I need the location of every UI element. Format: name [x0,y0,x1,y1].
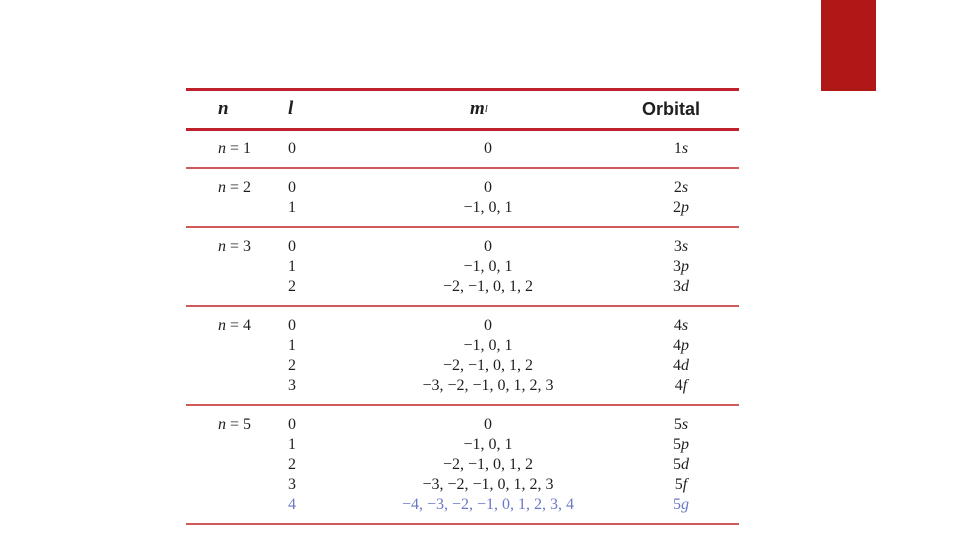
cell-ml: −3, −2, −1, 0, 1, 2, 3 [422,476,554,493]
cell-ml: −2, −1, 0, 1, 2 [442,278,534,295]
orbital-letter: d [681,357,689,374]
n-symbol: n [218,140,226,157]
orbital-letter: p [681,436,689,453]
cell-l: 4 [288,496,296,513]
group-n-label: n = 1 [218,140,252,157]
group-n-label: n = 3 [218,238,252,255]
header-orbital: Orbital [642,98,701,119]
cell-orbital: 4f [674,377,688,394]
cell-ml: 0 [484,140,492,157]
cell-ml: 0 [484,179,492,196]
header-n: n [218,98,229,119]
cell-l: 3 [288,476,296,493]
group-separator-rule [186,523,739,525]
group-n-label: n = 2 [218,179,252,196]
n-symbol: n [218,317,226,334]
cell-ml: −2, −1, 0, 1, 2 [442,357,534,374]
orbital-letter: s [681,238,689,255]
cell-orbital: 5s [673,416,689,433]
cell-ml: −2, −1, 0, 1, 2 [442,456,534,473]
group-n-label: n = 4 [218,317,252,334]
header-ml-subscript: l [484,103,488,115]
cell-l: 2 [288,456,296,473]
cell-ml: −4, −3, −2, −1, 0, 1, 2, 3, 4 [401,496,575,513]
cell-orbital: 4s [673,317,689,334]
cell-l: 1 [288,436,296,453]
cell-ml: −1, 0, 1 [463,436,513,453]
cell-l: 1 [288,337,296,354]
orbital-letter: p [681,337,689,354]
group-separator-rule [186,305,739,307]
header-ml-base: m [470,98,485,119]
group-separator-rule [186,167,739,169]
cell-l: 3 [288,377,296,394]
red-accent-block [821,0,876,91]
cell-l: 0 [288,179,296,196]
cell-orbital: 5f [674,476,688,493]
cell-l: 2 [288,278,296,295]
orbital-letter: d [681,456,689,473]
orbital-letter: p [681,258,689,275]
orbital-letter: s [681,179,689,196]
cell-orbital: 5p [673,436,689,453]
orbital-letter: f [682,476,688,493]
header-bottom-rule [186,128,739,131]
orbital-letter: s [681,317,689,334]
cell-orbital: 5g [673,496,689,513]
cell-ml: 0 [484,238,492,255]
cell-orbital: 2p [673,199,689,216]
group-separator-rule [186,404,739,406]
cell-ml: 0 [484,317,492,334]
cell-l: 0 [288,238,296,255]
cell-orbital: 1s [673,140,689,157]
cell-ml: −1, 0, 1 [463,337,513,354]
cell-orbital: 3p [673,258,689,275]
cell-l: 1 [288,199,296,216]
cell-l: 1 [288,258,296,275]
group-separator-rule [186,226,739,228]
orbital-letter: d [681,278,689,295]
cell-orbital: 3d [673,278,689,295]
cell-l: 0 [288,317,296,334]
orbital-letter: s [681,416,689,433]
group-n-label: n = 5 [218,416,252,433]
cell-orbital: 4d [673,357,689,374]
n-symbol: n [218,179,226,196]
cell-ml: −1, 0, 1 [463,258,513,275]
n-symbol: n [218,416,226,433]
cell-orbital: 4p [673,337,689,354]
cell-l: 0 [288,140,296,157]
header-l: l [288,98,294,119]
orbital-letter: g [681,496,689,513]
cell-ml: −1, 0, 1 [463,199,513,216]
orbital-letter: f [682,377,688,394]
cell-l: 0 [288,416,296,433]
cell-orbital: 3s [673,238,689,255]
cell-l: 2 [288,357,296,374]
cell-orbital: 5d [673,456,689,473]
cell-orbital: 2s [673,179,689,196]
cell-ml: −3, −2, −1, 0, 1, 2, 3 [422,377,554,394]
orbital-letter: s [681,140,689,157]
n-symbol: n [218,238,226,255]
header-ml [470,88,488,130]
orbital-letter: p [681,199,689,216]
cell-ml: 0 [484,416,492,433]
